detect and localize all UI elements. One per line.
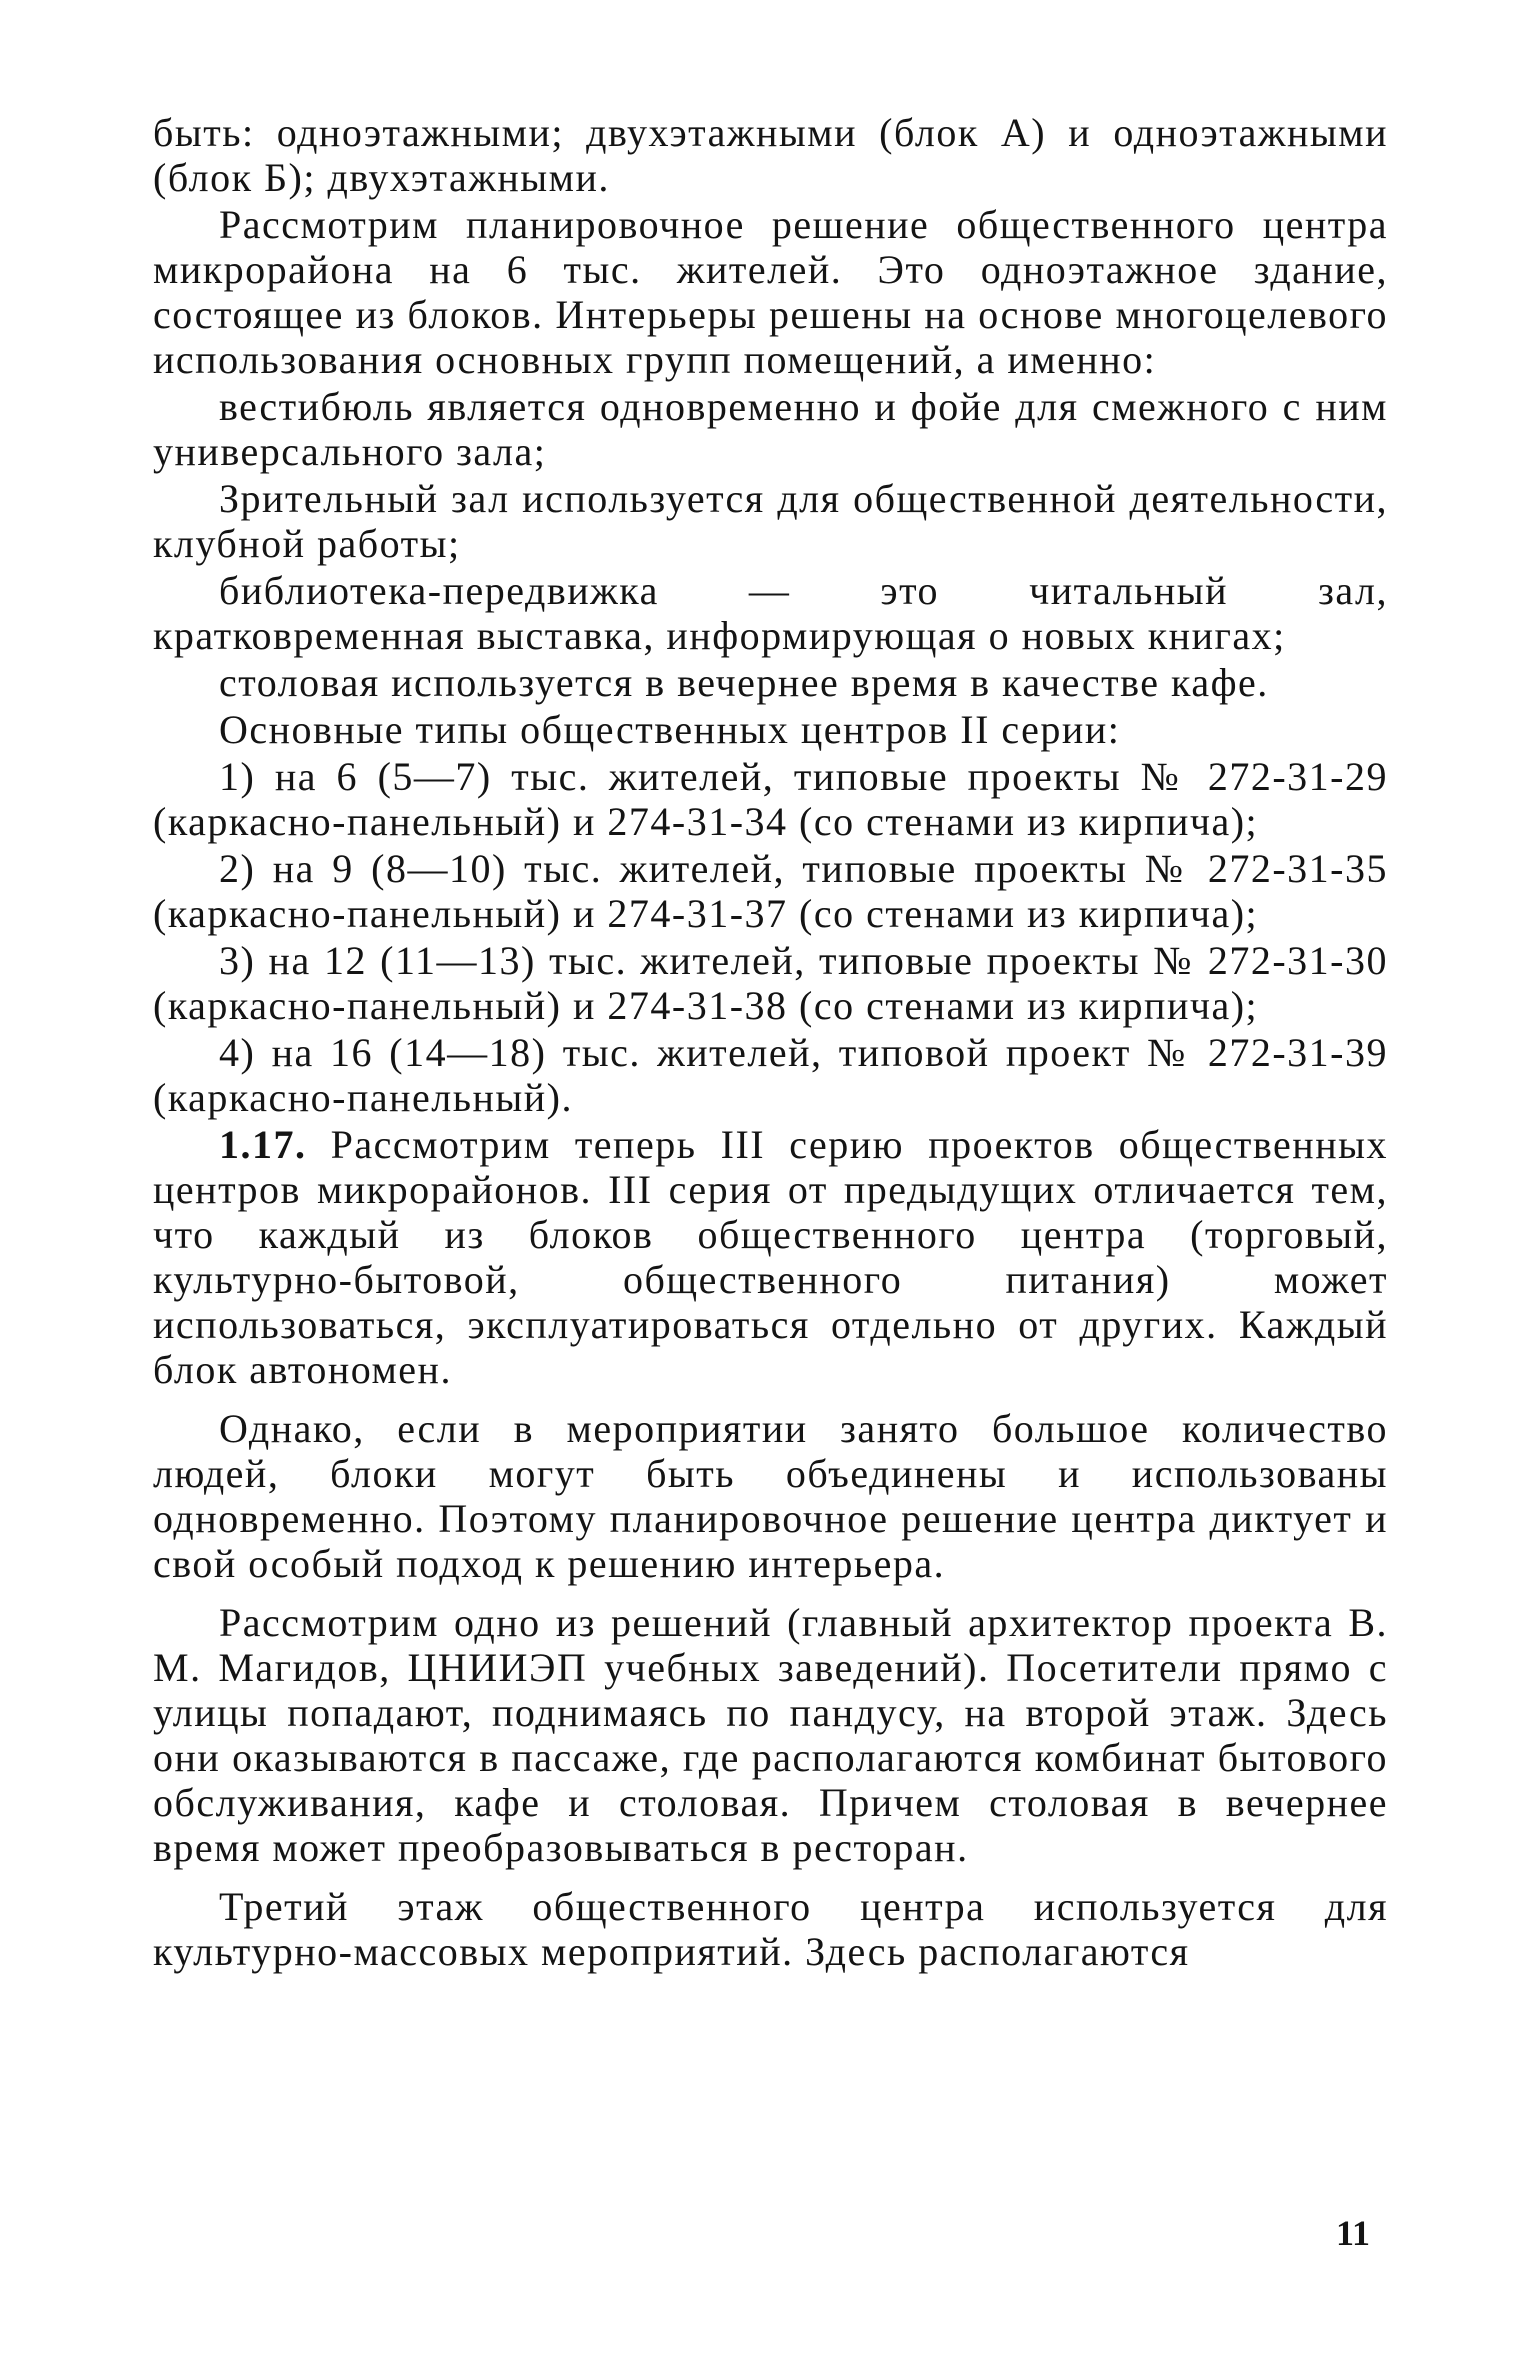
page-text — [153, 110, 1388, 1974]
list-item: 3) на 12 (11—13) тыс. жителей, типовые проекты № 272-31-30 (каркасно-панельный) и 274-31-38 (со стенами из кирпича); — [153, 938, 1388, 1028]
paragraph: быть: одноэтажными; двухэтажными (блок А) и одноэтажными (блок Б); двухэтажными. — [153, 110, 1388, 200]
list-item: 2) на 9 (8—10) тыс. жителей, типовые проекты № 272-31-35 (каркасно-панельный) и 274-31-37 (со стенами из кирпича); — [153, 846, 1388, 936]
section-number: 1.17. — [219, 1122, 307, 1167]
paragraph: столовая используется в вечернее время в качестве кафе. — [219, 660, 1269, 705]
paragraph: Основные типы общественных центров II серии: — [219, 707, 1121, 752]
paragraph: Однако, если в мероприятии занято большое количество людей, блоки могут быть объединены и использованы одновременно. Поэтому планировочное решение центра диктует и свой особый подход к решению интерьера. — [153, 1406, 1388, 1586]
paragraph: Рассмотрим планировочное решение общественного центра микрорайона на 6 тыс. жителей. Это одноэтажное здание, состоящее из блоков. Интерьеры решены на основе многоцелевого использования основных групп помещений, а именно: — [153, 202, 1388, 382]
paragraph-text: Рассмотрим теперь III серию проектов общественных центров микрорайонов. III серия от предыдущих отличается тем, что каждый из блоков общественного центра (торговый, культурно-бытовой, общественного питания) может использоваться, эксплуатироваться отдельно от других. Каждый блок автономен. — [153, 1122, 1388, 1392]
paragraph: Рассмотрим одно из решений (главный архитектор проекта В. М. Магидов, ЦНИИЭП учебных заведений). Посетители прямо с улицы попадают, поднимаясь по пандусу, на второй этаж. Здесь они оказываются в пассаже, где располагаются комбинат бытового обслуживания, кафе и столовая. Причем столовая в вечернее время может преобразовываться в ресторан. — [153, 1600, 1388, 1870]
paragraph: Третий этаж общественного центра используется для культурно-массовых мероприятий. Здесь располагаются — [153, 1884, 1388, 1974]
paragraph: библиотека-передвижка — это читальный зал, кратковременная выставка, информирующая о новых книгах; — [153, 568, 1388, 658]
list-item: 4) на 16 (14—18) тыс. жителей, типовой проект № 272-31-39 (каркасно-панельный). — [153, 1030, 1388, 1120]
paragraph: Зрительный зал используется для общественной деятельности, клубной работы; — [153, 476, 1388, 566]
page-number: 11 — [1335, 2213, 1370, 2253]
list-item: 1) на 6 (5—7) тыс. жителей, типовые проекты № 272-31-29 (каркасно-панельный) и 274-31-34 (со стенами из кирпича); — [153, 754, 1388, 844]
paragraph-section — [153, 1122, 1388, 1392]
paragraph: вестибюль является одновременно и фойе для смежного с ним универсального зала; — [153, 384, 1388, 474]
